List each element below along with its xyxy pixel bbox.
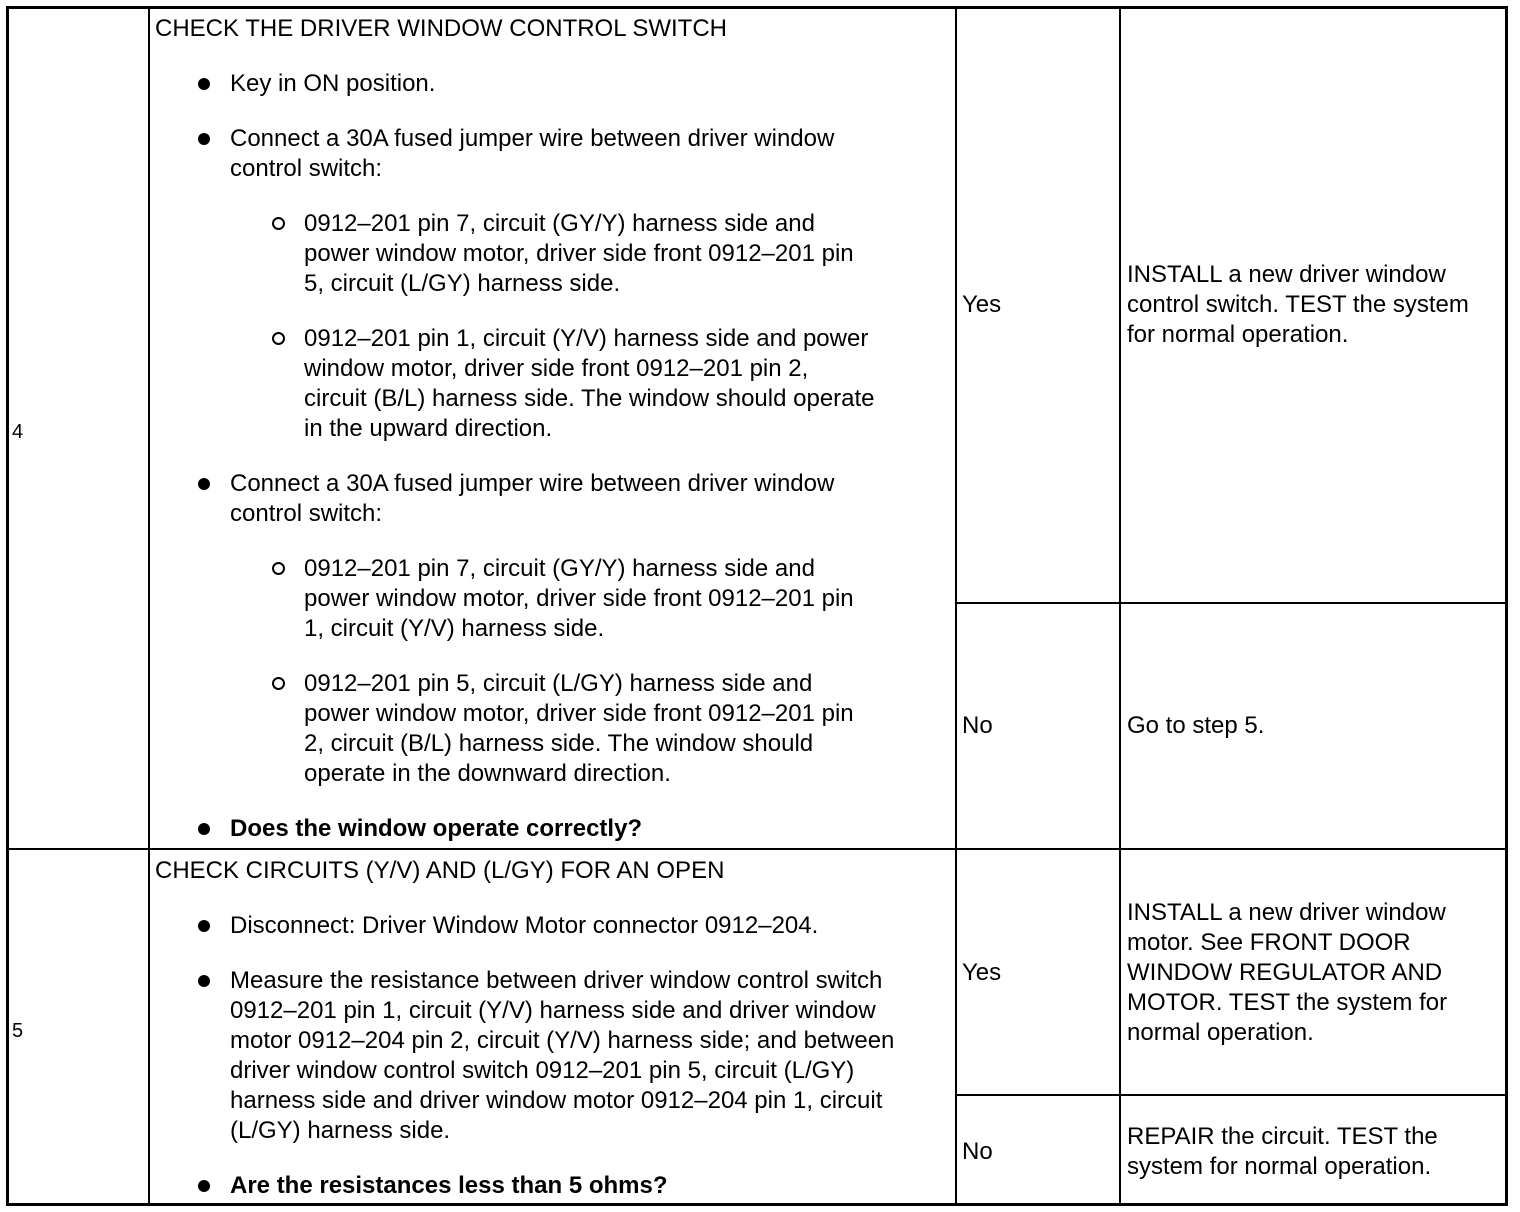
- sub-instruction: 5, circuit (L/GY) harness side.: [304, 270, 621, 297]
- step-number: 4: [12, 421, 24, 443]
- result-no-action: Go to step 5.: [1127, 712, 1265, 739]
- column-divider: [148, 6, 150, 1206]
- step-title: CHECK THE DRIVER WINDOW CONTROL SWITCH: [155, 15, 728, 42]
- result-yes-action: INSTALL a new driver window: [1127, 899, 1446, 926]
- sub-instruction: power window motor, driver side front 0912–201 pin: [304, 585, 854, 612]
- instruction: Connect a 30A fused jumper wire between driver window: [230, 125, 835, 152]
- bullet: [198, 975, 210, 987]
- sub-instruction: circuit (B/L) harness side. The window should operate: [304, 385, 875, 412]
- row-divider: [6, 848, 1508, 850]
- sub-instruction: 2, circuit (B/L) harness side. The window should: [304, 730, 814, 757]
- result-no-action: REPAIR the circuit. TEST the: [1127, 1123, 1438, 1150]
- bullet: [198, 1180, 210, 1192]
- result-yes-action: normal operation.: [1127, 1019, 1314, 1046]
- bullet: [198, 920, 210, 932]
- sub-instruction: power window motor, driver side front 0912–201 pin: [304, 700, 854, 727]
- sub-instruction: 0912–201 pin 7, circuit (GY/Y) harness side and: [304, 210, 815, 237]
- column-divider: [955, 6, 957, 1206]
- row-divider: [955, 1094, 1508, 1096]
- instruction: Connect a 30A fused jumper wire between driver window: [230, 470, 835, 497]
- result-yes-action: INSTALL a new driver window: [1127, 261, 1446, 288]
- sub-instruction: operate in the downward direction.: [304, 760, 671, 787]
- instruction: Disconnect: Driver Window Motor connector 0912–204.: [230, 912, 819, 939]
- bullet: [198, 78, 210, 90]
- instruction: control switch:: [230, 500, 383, 527]
- result-yes-label: Yes: [962, 291, 1002, 318]
- step-number: 5: [12, 1020, 24, 1042]
- result-yes-action: motor. See FRONT DOOR: [1127, 929, 1411, 956]
- sub-bullet: [272, 677, 285, 690]
- question: Are the resistances less than 5 ohms?: [230, 1172, 668, 1199]
- row-divider: [955, 602, 1508, 604]
- bullet: [198, 478, 210, 490]
- instruction: 0912–201 pin 1, circuit (Y/V) harness side and driver window: [230, 997, 876, 1024]
- sub-instruction: power window motor, driver side front 0912–201 pin: [304, 240, 854, 267]
- sub-bullet: [272, 562, 285, 575]
- column-divider: [1119, 6, 1121, 1206]
- instruction: (L/GY) harness side.: [230, 1117, 451, 1144]
- result-no-action: system for normal operation.: [1127, 1153, 1432, 1180]
- sub-bullet: [272, 217, 285, 230]
- instruction: Key in ON position.: [230, 70, 436, 97]
- sub-instruction: 1, circuit (Y/V) harness side.: [304, 615, 605, 642]
- sub-instruction: in the upward direction.: [304, 415, 553, 442]
- result-no-label: No: [962, 1138, 993, 1165]
- sub-instruction: 0912–201 pin 5, circuit (L/GY) harness side and: [304, 670, 813, 697]
- instruction: control switch:: [230, 155, 383, 182]
- instruction: Measure the resistance between driver window control switch: [230, 967, 883, 994]
- result-yes-action: WINDOW REGULATOR AND: [1127, 959, 1443, 986]
- result-no-label: No: [962, 712, 993, 739]
- instruction: motor 0912–204 pin 2, circuit (Y/V) harness side; and between: [230, 1027, 895, 1054]
- result-yes-action: MOTOR. TEST the system for: [1127, 989, 1448, 1016]
- instruction: harness side and driver window motor 0912–204 pin 1, circuit: [230, 1087, 883, 1114]
- result-yes-action: control switch. TEST the system: [1127, 291, 1469, 318]
- result-yes-action: for normal operation.: [1127, 321, 1349, 348]
- sub-bullet: [272, 332, 285, 345]
- step-title: CHECK CIRCUITS (Y/V) AND (L/GY) FOR AN OPEN: [155, 857, 725, 884]
- sub-instruction: 0912–201 pin 7, circuit (GY/Y) harness side and: [304, 555, 815, 582]
- bullet: [198, 823, 210, 835]
- instruction: driver window control switch 0912–201 pin 5, circuit (L/GY): [230, 1057, 855, 1084]
- question: Does the window operate correctly?: [230, 815, 643, 842]
- sub-instruction: 0912–201 pin 1, circuit (Y/V) harness side and power: [304, 325, 869, 352]
- sub-instruction: window motor, driver side front 0912–201 pin 2,: [304, 355, 809, 382]
- result-yes-label: Yes: [962, 959, 1002, 986]
- bullet: [198, 133, 210, 145]
